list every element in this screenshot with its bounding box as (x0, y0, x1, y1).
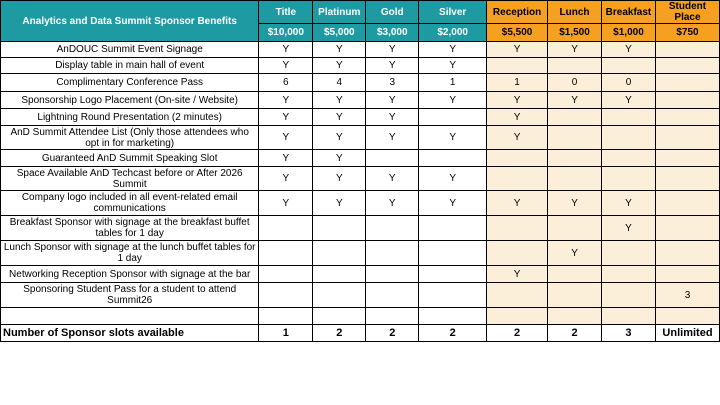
benefit-cell (487, 308, 548, 325)
table-row (1, 266, 720, 283)
benefit-cell: 3 (655, 283, 719, 308)
benefit-cell (655, 241, 719, 266)
tier-price: $5,000 (313, 24, 366, 42)
benefit-cell: Y (259, 167, 313, 191)
benefit-cell (487, 150, 548, 167)
benefit-cell: Y (259, 109, 313, 126)
benefit-cell: Y (419, 58, 487, 74)
benefit-cell (655, 216, 719, 241)
benefit-cell (259, 266, 313, 283)
tier-name: Lunch (548, 1, 602, 24)
benefit-cell (487, 241, 548, 266)
benefit-cell (366, 216, 419, 241)
benefit-cell: Y (313, 42, 366, 58)
benefit-cell (487, 167, 548, 191)
benefit-cell (366, 150, 419, 167)
benefit-label (1, 308, 259, 325)
benefit-cell: Y (419, 42, 487, 58)
benefit-cell (487, 58, 548, 74)
benefit-cell: Y (366, 58, 419, 74)
benefit-cell: Y (366, 167, 419, 191)
benefit-cell (601, 167, 655, 191)
benefit-cell: Y (366, 109, 419, 126)
table-row (1, 92, 720, 109)
tier-price: $3,000 (366, 24, 419, 42)
benefit-cell (655, 167, 719, 191)
benefit-label: Sponsoring Student Pass for a student to attend Summit26 (1, 283, 259, 308)
tier-name: Title (259, 1, 313, 24)
benefit-cell: Y (419, 167, 487, 191)
tier-name: Reception (487, 1, 548, 24)
benefit-cell (313, 241, 366, 266)
benefit-cell (548, 308, 602, 325)
benefit-cell (655, 42, 719, 58)
tier-price: $1,500 (548, 24, 602, 42)
benefit-cell: Y (366, 126, 419, 150)
benefit-cell (313, 216, 366, 241)
benefit-cell: Y (601, 191, 655, 216)
benefit-label: Complimentary Conference Pass (1, 74, 259, 92)
benefit-cell (366, 308, 419, 325)
benefit-cell (366, 283, 419, 308)
table-row (1, 58, 720, 74)
benefit-cell: Y (487, 42, 548, 58)
benefit-cell (313, 266, 366, 283)
benefit-cell (601, 109, 655, 126)
benefit-cell: 4 (313, 74, 366, 92)
benefit-cell (419, 241, 487, 266)
benefit-label: Sponsorship Logo Placement (On-site / Website) (1, 92, 259, 109)
benefit-cell (601, 283, 655, 308)
benefit-cell (313, 283, 366, 308)
benefit-cell (601, 266, 655, 283)
benefit-cell: 6 (259, 74, 313, 92)
slots-count: 3 (601, 325, 655, 342)
benefit-cell: Y (601, 92, 655, 109)
benefit-cell (655, 266, 719, 283)
benefit-cell: Y (259, 58, 313, 74)
benefit-cell (601, 241, 655, 266)
benefit-cell: 0 (601, 74, 655, 92)
table-row (1, 126, 720, 150)
benefit-cell (259, 241, 313, 266)
benefit-cell (548, 150, 602, 167)
benefit-cell (366, 266, 419, 283)
benefit-cell (655, 191, 719, 216)
benefit-cell (259, 216, 313, 241)
benefit-cell (548, 266, 602, 283)
benefit-cell (655, 92, 719, 109)
table-title: Analytics and Data Summit Sponsor Benefits (1, 1, 259, 42)
tier-price: $1,000 (601, 24, 655, 42)
benefit-cell (601, 150, 655, 167)
tier-price: $750 (655, 24, 719, 42)
benefit-label: AnDOUC Summit Event Signage (1, 42, 259, 58)
benefit-cell: Y (487, 109, 548, 126)
tier-name: Breakfast (601, 1, 655, 24)
benefit-cell: Y (313, 167, 366, 191)
tier-name: Gold (366, 1, 419, 24)
benefit-cell: 1 (487, 74, 548, 92)
table-row (1, 283, 720, 308)
slots-count: 2 (487, 325, 548, 342)
benefit-cell (548, 216, 602, 241)
footer-label: Number of Sponsor slots available (1, 325, 259, 342)
benefit-cell (601, 308, 655, 325)
benefit-cell (313, 308, 366, 325)
tier-name: Silver (419, 1, 487, 24)
benefit-cell (419, 308, 487, 325)
table-row (1, 42, 720, 58)
benefit-cell (655, 308, 719, 325)
benefit-cell: Y (419, 126, 487, 150)
benefit-cell: Y (366, 42, 419, 58)
benefit-cell: Y (313, 109, 366, 126)
benefit-cell (601, 58, 655, 74)
benefit-cell (655, 58, 719, 74)
benefit-cell: 3 (366, 74, 419, 92)
benefit-cell: Y (419, 191, 487, 216)
benefit-label: Networking Reception Sponsor with signage at the bar (1, 266, 259, 283)
benefit-cell: Y (548, 191, 602, 216)
benefit-cell: 0 (548, 74, 602, 92)
footer-row (1, 325, 720, 342)
benefit-label: Space Available AnD Techcast before or After 2026 Summit (1, 167, 259, 191)
benefit-cell (366, 241, 419, 266)
slots-count: 2 (548, 325, 602, 342)
tier-price: $5,500 (487, 24, 548, 42)
benefit-cell (419, 216, 487, 241)
benefit-cell: Y (313, 126, 366, 150)
benefit-cell (655, 150, 719, 167)
benefit-label: Display table in main hall of event (1, 58, 259, 74)
table-row (1, 109, 720, 126)
benefit-cell: Y (548, 42, 602, 58)
benefit-cell (548, 167, 602, 191)
benefit-cell (655, 126, 719, 150)
benefit-cell: Y (259, 42, 313, 58)
benefit-cell (487, 216, 548, 241)
benefit-cell: Y (259, 126, 313, 150)
table-row (1, 241, 720, 266)
benefit-label: Lunch Sponsor with signage at the lunch buffet tables for 1 day (1, 241, 259, 266)
benefit-cell (259, 308, 313, 325)
table-row (1, 167, 720, 191)
benefit-cell (419, 150, 487, 167)
benefit-cell: Y (419, 92, 487, 109)
benefit-cell (548, 283, 602, 308)
benefit-cell: Y (366, 191, 419, 216)
benefit-cell: Y (259, 92, 313, 109)
benefit-cell (487, 283, 548, 308)
tier-price: $2,000 (419, 24, 487, 42)
table-row (1, 216, 720, 241)
slots-count: 2 (313, 325, 366, 342)
benefit-label: Company logo included in all event-related email communications (1, 191, 259, 216)
benefit-cell: Y (259, 150, 313, 167)
benefit-label: Breakfast Sponsor with signage at the breakfast buffet tables for 1 day (1, 216, 259, 241)
benefit-label: Guaranteed AnD Summit Speaking Slot (1, 150, 259, 167)
benefit-cell (601, 126, 655, 150)
benefit-cell (419, 266, 487, 283)
benefit-cell (259, 283, 313, 308)
benefit-cell (419, 109, 487, 126)
slots-count: 2 (366, 325, 419, 342)
benefit-label: Lightning Round Presentation (2 minutes) (1, 109, 259, 126)
benefit-cell: Y (366, 92, 419, 109)
table-row (1, 150, 720, 167)
benefit-cell: Y (313, 58, 366, 74)
benefit-cell (548, 58, 602, 74)
benefit-cell: 1 (419, 74, 487, 92)
benefit-cell: Y (313, 150, 366, 167)
benefit-cell (419, 283, 487, 308)
benefit-cell: Y (487, 266, 548, 283)
benefit-cell: Y (259, 191, 313, 216)
benefit-cell: Y (487, 126, 548, 150)
tier-name: Student Place (655, 1, 719, 24)
slots-count: Unlimited (655, 325, 719, 342)
benefit-cell (548, 109, 602, 126)
slots-count: 1 (259, 325, 313, 342)
benefit-cell: Y (487, 191, 548, 216)
benefit-cell (655, 74, 719, 92)
table-row (1, 191, 720, 216)
benefit-cell: Y (487, 92, 548, 109)
benefit-cell: Y (601, 216, 655, 241)
table-row (1, 308, 720, 325)
benefit-cell (548, 126, 602, 150)
benefit-cell: Y (601, 42, 655, 58)
benefit-cell: Y (313, 92, 366, 109)
benefit-label: AnD Summit Attendee List (Only those attendees who opt in for marketing) (1, 126, 259, 150)
benefit-cell: Y (548, 241, 602, 266)
tier-name: Platinum (313, 1, 366, 24)
benefit-cell (655, 109, 719, 126)
benefit-cell: Y (313, 191, 366, 216)
table-row (1, 74, 720, 92)
benefit-cell: Y (548, 92, 602, 109)
slots-count: 2 (419, 325, 487, 342)
tier-price: $10,000 (259, 24, 313, 42)
